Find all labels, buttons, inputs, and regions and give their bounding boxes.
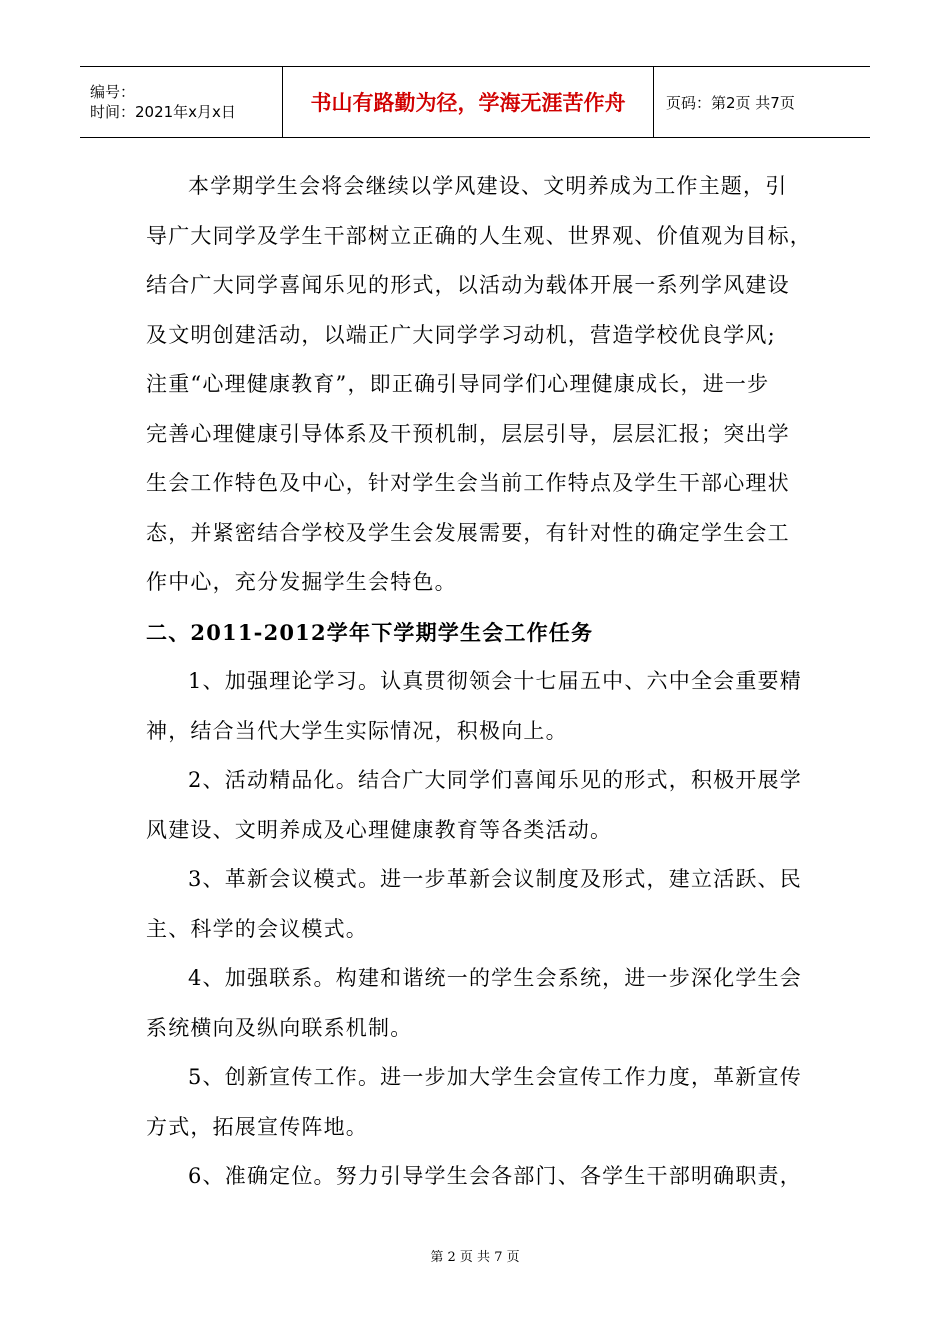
task-item-5: 5、创新宣传工作。进一步加大学生会宣传工作力度，革新宣传 (188, 1065, 802, 1089)
paragraph-line: 本学期学生会将会继续以学风建设、文明养成为工作主题，引 (188, 174, 788, 198)
header-motto-cell (282, 67, 654, 137)
task-item-3: 3、革新会议模式。进一步革新会议制度及形式，建立活跃、民 (188, 867, 802, 891)
task-item-1-cont: 神，结合当代大学生实际情况，积极向上。 (146, 718, 568, 743)
motto: 书山有路勤为径，学海无涯苦作舟 (310, 91, 626, 115)
paragraph-line: 生会工作特色及中心，针对学生会当前工作特点及学生干部心理状 (146, 471, 790, 495)
paragraph-line: 态，并紧密结合学校及学生会发展需要，有针对性的确定学生会工 (146, 520, 790, 545)
paragraph-line: 注重“心理健康教育”，即正确引导同学们心理健康成长，进一步 (146, 372, 770, 396)
task-item-6: 6、准确定位。努力引导学生会各部门、各学生干部明确职责， (188, 1164, 802, 1188)
page-footer: 第 2 页 共 7 页 (430, 1250, 520, 1265)
paragraph-line: 完善心理健康引导体系及干预机制，层层引导，层层汇报；突出学 (146, 421, 790, 446)
section-heading: 二、2011-2012学年下学期学生会工作任务 (146, 619, 594, 645)
document-body (146, 162, 812, 1202)
header-page-info: 页码：第2页 共7页 (666, 93, 795, 112)
header-meta (80, 67, 282, 137)
task-item-1: 1、加强理论学习。认真贯彻领会十七届五中、六中全会重要精 (188, 669, 802, 693)
task-item-2-cont: 风建设、文明养成及心理健康教育等各类活动。 (146, 817, 613, 842)
number-label: 编号： (90, 83, 136, 101)
task-item-2: 2、活动精品化。结合广大同学们喜闻乐见的形式，积极开展学 (188, 768, 802, 792)
task-item-5-cont: 方式，拓展宣传阵地。 (146, 1114, 368, 1139)
paragraph-line: 及文明创建活动，以端正广大同学学习动机，营造学校优良学风; (146, 322, 776, 347)
task-item-4-cont: 系统横向及纵向联系机制。 (146, 1015, 413, 1040)
date-label: 时间：2021年x月x日 (90, 103, 236, 121)
document-header (80, 66, 870, 138)
task-item-4: 4、加强联系。构建和谐统一的学生会系统，进一步深化学生会 (188, 966, 802, 990)
paragraph-line: 导广大同学及学生干部树立正确的人生观、世界观、价值观为目标， (146, 223, 812, 248)
paragraph-line: 结合广大同学喜闻乐见的形式，以活动为载体开展一系列学风建设 (146, 273, 790, 297)
task-item-3-cont: 主、科学的会议模式。 (146, 916, 368, 941)
paragraph-line: 作中心，充分发掘学生会特色。 (146, 570, 457, 594)
